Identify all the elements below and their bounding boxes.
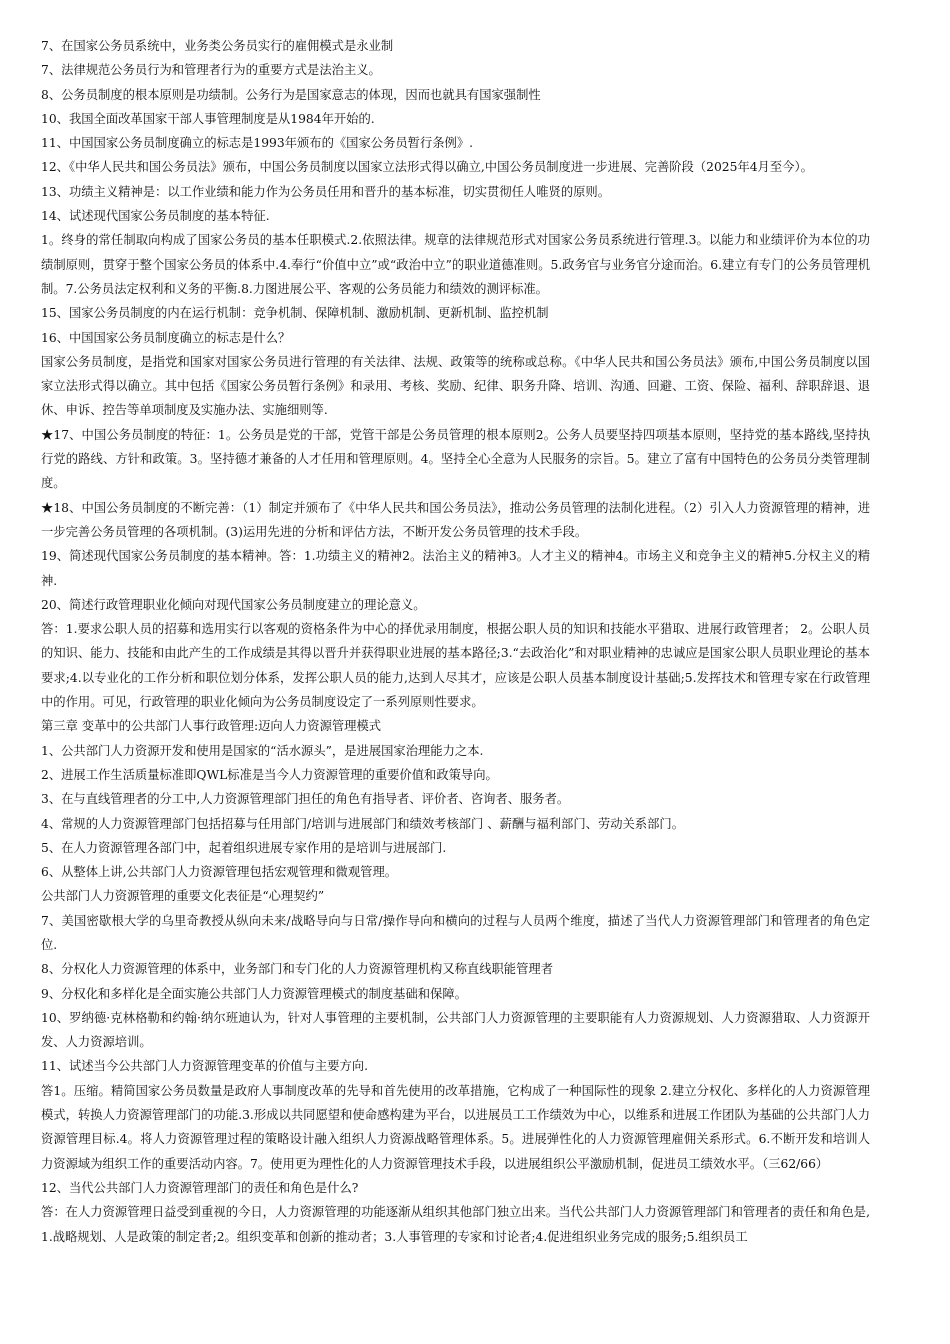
paragraph: 16、中国国家公务员制度确立的标志是什么？ <box>41 330 291 345</box>
paragraph: 12、《中华人民共和国公务员法》颁布，中国公务员制度以国家立法形式得以确立,中国公务员制度进一步进展、完善阶段（2025年4月至今）。 <box>41 160 813 175</box>
paragraph: 12、当代公共部门人力资源管理部门的责任和角色是什么? <box>41 1180 359 1195</box>
paragraph: 公共部门人力资源管理的重要文化表征是“心理契约” <box>41 889 325 904</box>
paragraph: 7、美国密歇根大学的乌里奇教授从纵向未来/战略导向与日常/操作导向和横向的过程与人员两个维度，描述了当代人力资源管理部门和管理者的角色定位. <box>41 913 870 952</box>
paragraph: 答1。压缩。精简国家公务员数量是政府人事制度改革的先导和首先使用的改革措施，它构成了一种国际性的现象 2.建立分权化、多样化的人力资源管理模式，转换人力资源管理部门的功能.3.形成以共同愿望和使命感构建为平台，以进展员工工作绩效为中心，以维系和进展工作团队为基础的公共部门人力资源管理目标.4。将人力资源管理过程的策略设计融入组织人力资源战略管理体系。5。进展弹性化的人力资源管理雇佣关系形式。6.不断开发和培训人力资源域为组织工作的重要活动内容。7。使用更为理性化的人力资源管理技术手段，以进展组织公平激励机制，促进员工绩效水平。（三62/66） <box>41 1083 870 1171</box>
paragraph: 19、简述现代国家公务员制度的基本精神。答：1.功绩主义的精神2。法治主义的精神3。人才主义的精神4。市场主义和竞争主义的精神5.分权主义的精神. <box>41 549 870 588</box>
paragraph: 1。终身的常任制取向构成了国家公务员的基本任职模式.2.依照法律。规章的法律规范形式对国家公务员系统进行管理.3。以能力和业绩评价为本位的功绩制原则，贯穿于整个国家公务员的体系中.4.奉行“价值中立”或“政治中立”的职业道德准则。5.政务官与业务官分途而治。6.建立有专门的公务员管理机制。7.公务员法定权利和义务的平衡.8.力图进展公平、客观的公务员能力和绩效的测评标准。 <box>41 233 870 296</box>
paragraph: 6、从整体上讲,公共部门人力资源管理包括宏观管理和微观管理。 <box>41 865 398 880</box>
paragraph: 7、在国家公务员系统中，业务类公务员实行的雇佣模式是永业制 <box>41 39 394 53</box>
paragraph: 14、试述现代国家公务员制度的基本特征. <box>41 209 270 224</box>
paragraph: 答：1.要求公职人员的招募和选用实行以客观的资格条件为中心的择优录用制度，根据公职人员的知识和技能水平猎取、进展行政管理者； 2。公职人员的知识、能力、技能和由此产生的工作成绩是其得以晋升并获得职业进展的基本路径;3.“去政治化”和对职业精神的忠诚应是国家公职人员职业理论的基本要求;4.以专业化的工作分析和职位划分体系，发挥公职人员的能力,达到人尽其才，应该是公职人员基本制度设计基础;5.发挥技术和管理专家在行政管理中的作用。可见，行政管理的职业化倾向为公务员制度设定了一系列原则性要求。 <box>41 622 870 710</box>
paragraph: 13、功绩主义精神是：以工作业绩和能力作为公务员任用和晋升的基本标准，切实贯彻任人唯贤的原则。 <box>41 184 611 199</box>
paragraph: 8、公务员制度的根本原则是功绩制。公务行为是国家意志的体现，因而也就具有国家强制性 <box>41 87 541 102</box>
paragraph: 4、常规的人力资源管理部门包括招募与任用部门/培训与进展部门和绩效考核部门 、薪酬与福利部门、劳动关系部门。 <box>41 816 685 831</box>
paragraph: ★17、中国公务员制度的特征：1。公务员是党的干部，党管干部是公务员管理的根本原则2。公务人员要坚持四项基本原则，坚持党的基本路线,坚持执行党的路线、方针和政策。3。坚持德才兼备的人才任用和管理原则。4。坚持全心全意为人民服务的宗旨。5。建立了富有中国特色的公务员分类管理制度。 <box>41 427 870 491</box>
paragraph: 5、在人力资源管理各部门中，起着组织进展专家作用的是培训与进展部门. <box>41 840 447 855</box>
paragraph: 3、在与直线管理者的分工中,人力资源管理部门担任的角色有指导者、评价者、咨询者、服务者。 <box>41 792 570 807</box>
paragraph: 11、试述当今公共部门人力资源管理变革的价值与主要方向. <box>41 1059 368 1074</box>
paragraph: ★18、中国公务员制度的不断完善：（1）制定并颁布了《中华人民共和国公务员法》，推动公务员管理的法制化进程。（2）引入人力资源管理的精神，进一步完善公务员管理的各项机制。(3)运用先进的分析和评估方法，不断开发公务员管理的技术手段。 <box>41 500 870 539</box>
paragraph: 7、法律规范公务员行为和管理者行为的重要方式是法治主义。 <box>41 63 381 78</box>
paragraph: 国家公务员制度，是指党和国家对国家公务员进行管理的有关法律、法规、政策等的统称或总称。《中华人民共和国公务员法》颁布,中国公务员制度以国家立法形式得以确立。其中包括《国家公务员暂行条例》和录用、考核、奖励、纪律、职务升降、培训、沟通、回避、工资、保险、福利、辞职辞退、退休、申诉、控告等单项制度及实施办法、实施细则等. <box>41 354 870 418</box>
chapter-heading: 第三章 变革中的公共部门人事行政管理:迈向人力资源管理模式 <box>41 719 382 734</box>
paragraph: 8、分权化人力资源管理的体系中，业务部门和专门化的人力资源管理机构又称直线职能管理者 <box>41 962 553 977</box>
paragraph: 11、中国国家公务员制度确立的标志是1993年颁布的《国家公务员暂行条例》. <box>41 136 474 151</box>
paragraph: 答：在人力资源管理日益受到重视的今日，人力资源管理的功能逐渐从组织其他部门独立出来。当代公共部门人力资源管理部门和管理者的责任和角色是,1.战略规划、人是政策的制定者;2。组织变革和创新的推动者；3.人事管理的专家和讨论者;4.促进组织业务完成的服务;5.组织员工 <box>41 1205 870 1244</box>
paragraph: 15、国家公务员制度的内在运行机制：竞争机制、保障机制、激励机制、更新机制、监控机制 <box>41 306 549 321</box>
paragraph: 2、进展工作生活质量标准即QWL标准是当今人力资源管理的重要价值和政策导向。 <box>41 767 498 782</box>
paragraph: 10、我国全面改革国家干部人事管理制度是从1984年开始的. <box>41 111 375 126</box>
paragraph: 20、简述行政管理职业化倾向对现代国家公务员制度建立的理论意义。 <box>41 597 426 612</box>
paragraph: 9、分权化和多样化是全面实施公共部门人力资源管理模式的制度基础和保障。 <box>41 986 467 1001</box>
paragraph: 1、公共部门人力资源开发和使用是国家的“活水源头”，是进展国家治理能力之本. <box>41 743 484 758</box>
paragraph: 10、罗纳德·克林格勒和约翰·纳尔班迪认为，针对人事管理的主要机制，公共部门人力资源管理的主要职能有人力资源规划、人力资源猎取、人力资源开发、人力资源培训。 <box>41 1010 870 1050</box>
